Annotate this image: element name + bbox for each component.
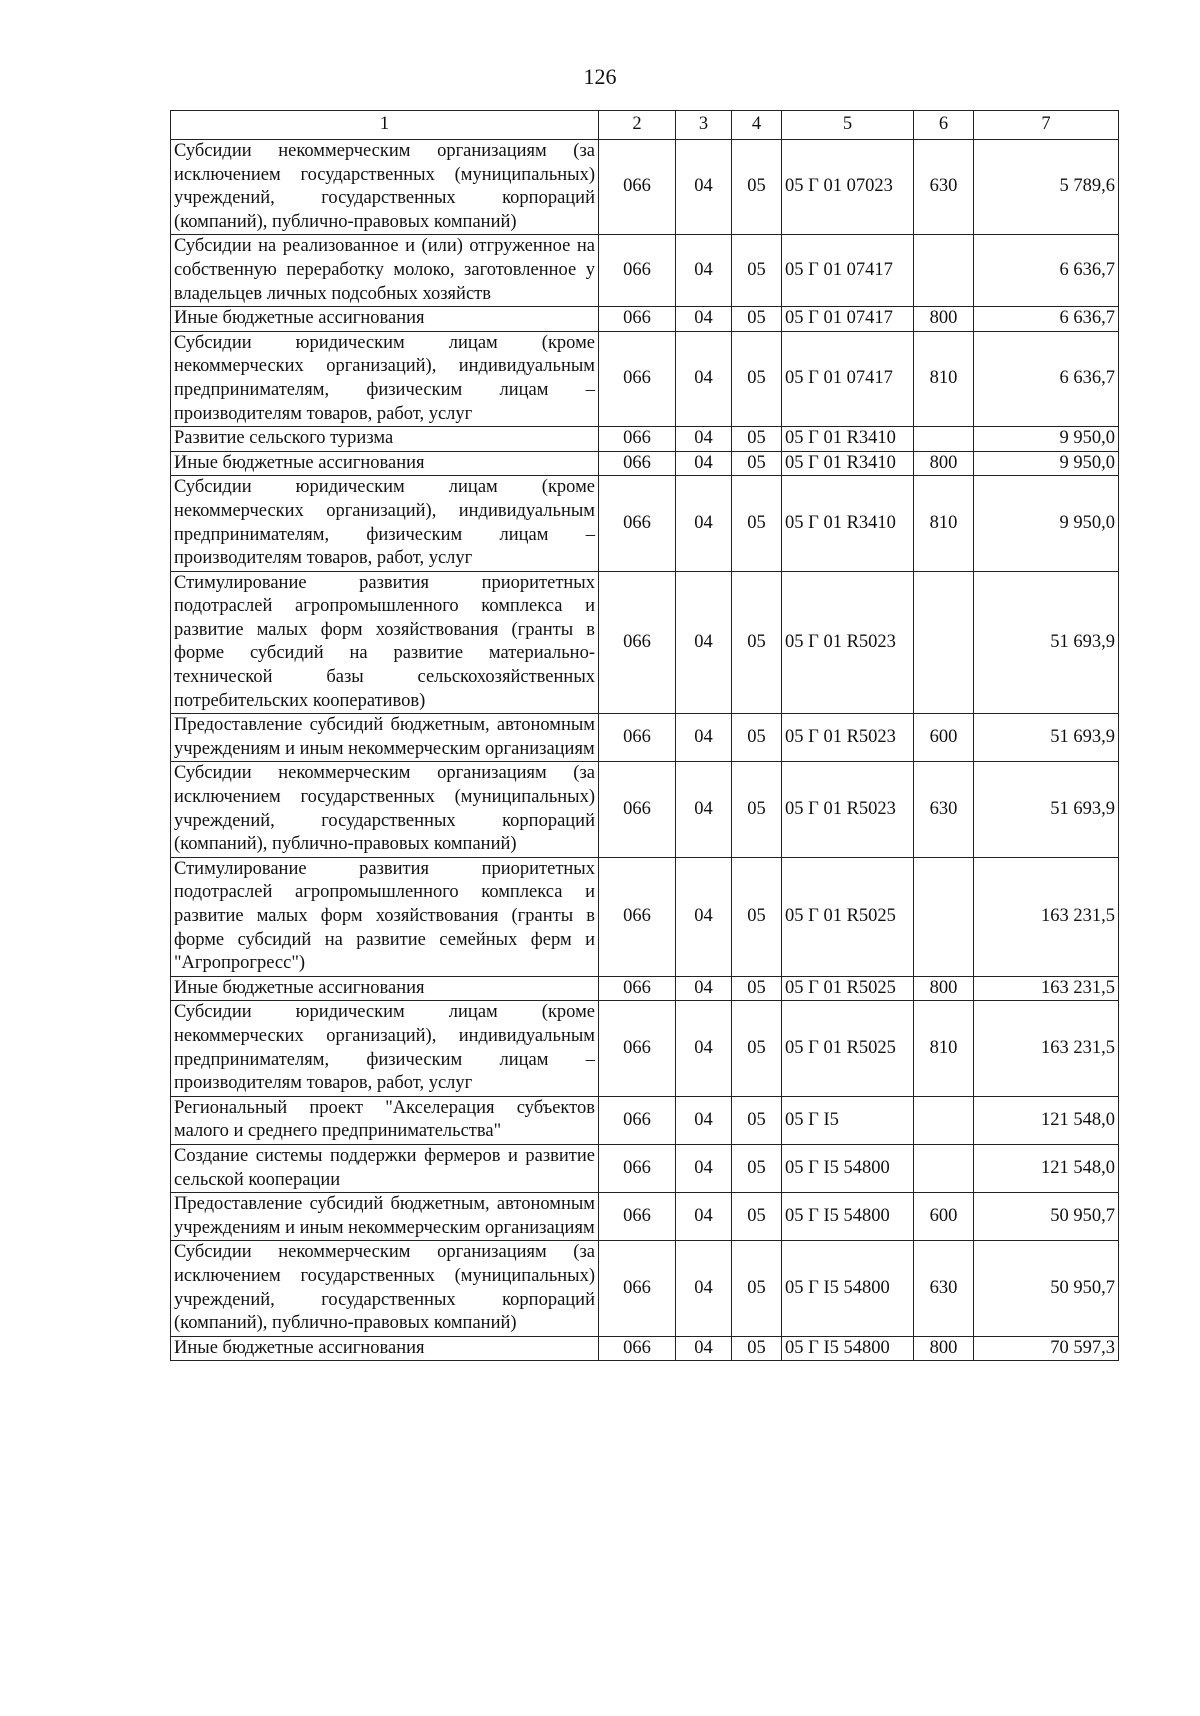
ministry-code: 066 [599, 1096, 676, 1144]
expense-type [914, 857, 974, 976]
table-row [171, 976, 1119, 1001]
ministry-code: 066 [599, 714, 676, 762]
target-article: 05 Г 01 07023 [782, 140, 914, 235]
column-header: 5 [782, 111, 914, 140]
section-code: 04 [676, 307, 732, 332]
subsection-code: 05 [732, 1001, 782, 1096]
row-name: Субсидии некоммерческим организациям (за исключением государственных (муниципальных) учреждений, государственных корпораций (компаний), публично-правовых компаний) [171, 762, 599, 857]
ministry-code: 066 [599, 1001, 676, 1096]
subsection-code: 05 [732, 1336, 782, 1361]
ministry-code: 066 [599, 331, 676, 426]
table-row [171, 714, 1119, 762]
target-article: 05 Г 01 07417 [782, 331, 914, 426]
ministry-code: 066 [599, 762, 676, 857]
subsection-code: 05 [732, 140, 782, 235]
ministry-code: 066 [599, 140, 676, 235]
target-article: 05 Г I5 54800 [782, 1241, 914, 1336]
subsection-code: 05 [732, 714, 782, 762]
row-name: Субсидии юридическим лицам (кроме некоммерческих организаций), индивидуальным предпринимателям, физическим лицам – производителям товаров, работ, услуг [171, 1001, 599, 1096]
subsection-code: 05 [732, 235, 782, 307]
amount: 50 950,7 [974, 1241, 1119, 1336]
row-name: Предоставление субсидий бюджетным, автономным учреждениям и иным некоммерческим организациям [171, 714, 599, 762]
table-row [171, 1193, 1119, 1241]
row-name: Предоставление субсидий бюджетным, автономным учреждениям и иным некоммерческим организациям [171, 1193, 599, 1241]
row-name: Иные бюджетные ассигнования [171, 1336, 599, 1361]
amount: 6 636,7 [974, 307, 1119, 332]
expense-type: 630 [914, 1241, 974, 1336]
target-article: 05 Г 01 R3410 [782, 476, 914, 571]
expense-type [914, 571, 974, 714]
column-header: 3 [676, 111, 732, 140]
ministry-code: 066 [599, 235, 676, 307]
section-code: 04 [676, 976, 732, 1001]
section-code: 04 [676, 331, 732, 426]
section-code: 04 [676, 1001, 732, 1096]
section-code: 04 [676, 1336, 732, 1361]
row-name: Развитие сельского туризма [171, 427, 599, 452]
column-header: 6 [914, 111, 974, 140]
subsection-code: 05 [732, 1096, 782, 1144]
expense-type: 600 [914, 1193, 974, 1241]
target-article: 05 Г 01 R5023 [782, 762, 914, 857]
row-name: Субсидии юридическим лицам (кроме некоммерческих организаций), индивидуальным предпринимателям, физическим лицам – производителям товаров, работ, услуг [171, 331, 599, 426]
table-row [171, 307, 1119, 332]
ministry-code: 066 [599, 1144, 676, 1192]
target-article: 05 Г 01 R3410 [782, 427, 914, 452]
ministry-code: 066 [599, 1193, 676, 1241]
row-name: Субсидии юридическим лицам (кроме некоммерческих организаций), индивидуальным предпринимателям, физическим лицам – производителям товаров, работ, услуг [171, 476, 599, 571]
table-row [171, 571, 1119, 714]
ministry-code: 066 [599, 976, 676, 1001]
row-name: Иные бюджетные ассигнования [171, 976, 599, 1001]
budget-table [170, 110, 1119, 1361]
section-code: 04 [676, 571, 732, 714]
expense-type: 600 [914, 714, 974, 762]
expense-type: 810 [914, 331, 974, 426]
amount: 163 231,5 [974, 1001, 1119, 1096]
section-code: 04 [676, 427, 732, 452]
section-code: 04 [676, 714, 732, 762]
target-article: 05 Г 01 R5023 [782, 571, 914, 714]
subsection-code: 05 [732, 1144, 782, 1192]
ministry-code: 066 [599, 476, 676, 571]
table-row [171, 1001, 1119, 1096]
amount: 6 636,7 [974, 235, 1119, 307]
expense-type: 810 [914, 1001, 974, 1096]
subsection-code: 05 [732, 1193, 782, 1241]
target-article: 05 Г 01 R5025 [782, 857, 914, 976]
expense-type: 800 [914, 976, 974, 1001]
target-article: 05 Г I5 54800 [782, 1193, 914, 1241]
amount: 51 693,9 [974, 571, 1119, 714]
section-code: 04 [676, 451, 732, 476]
subsection-code: 05 [732, 857, 782, 976]
subsection-code: 05 [732, 331, 782, 426]
subsection-code: 05 [732, 1241, 782, 1336]
section-code: 04 [676, 235, 732, 307]
expense-type: 630 [914, 140, 974, 235]
table-row [171, 857, 1119, 976]
target-article: 05 Г I5 [782, 1096, 914, 1144]
amount: 9 950,0 [974, 451, 1119, 476]
target-article: 05 Г 01 R5025 [782, 1001, 914, 1096]
row-name: Субсидии некоммерческим организациям (за исключением государственных (муниципальных) учреждений, государственных корпораций (компаний), публично-правовых компаний) [171, 1241, 599, 1336]
table-row [171, 235, 1119, 307]
row-name: Иные бюджетные ассигнования [171, 307, 599, 332]
section-code: 04 [676, 1096, 732, 1144]
amount: 6 636,7 [974, 331, 1119, 426]
expense-type [914, 427, 974, 452]
expense-type: 630 [914, 762, 974, 857]
subsection-code: 05 [732, 451, 782, 476]
section-code: 04 [676, 1193, 732, 1241]
column-header: 4 [732, 111, 782, 140]
subsection-code: 05 [732, 762, 782, 857]
amount: 121 548,0 [974, 1096, 1119, 1144]
row-name: Создание системы поддержки фермеров и развитие сельской кооперации [171, 1144, 599, 1192]
ministry-code: 066 [599, 427, 676, 452]
column-header: 1 [171, 111, 599, 140]
amount: 163 231,5 [974, 976, 1119, 1001]
section-code: 04 [676, 1144, 732, 1192]
table-row [171, 1144, 1119, 1192]
amount: 121 548,0 [974, 1144, 1119, 1192]
target-article: 05 Г 01 07417 [782, 235, 914, 307]
target-article: 05 Г 01 07417 [782, 307, 914, 332]
table-row [171, 427, 1119, 452]
amount: 9 950,0 [974, 476, 1119, 571]
ministry-code: 066 [599, 451, 676, 476]
table-row [171, 1241, 1119, 1336]
ministry-code: 066 [599, 857, 676, 976]
table-row [171, 331, 1119, 426]
row-name: Субсидии на реализованное и (или) отгруженное на собственную переработку молоко, заготовленное у владельцев личных подсобных хозяйств [171, 235, 599, 307]
target-article: 05 Г I5 54800 [782, 1144, 914, 1192]
row-name: Субсидии некоммерческим организациям (за исключением государственных (муниципальных) учреждений, государственных корпораций (компаний), публично-правовых компаний) [171, 140, 599, 235]
table-row [171, 762, 1119, 857]
column-header: 2 [599, 111, 676, 140]
subsection-code: 05 [732, 307, 782, 332]
row-name: Стимулирование развития приоритетных подотраслей агропромышленного комплекса и развитие малых форм хозяйствования (гранты в форме субсидий на развитие материально-технической базы сельскохозяйственных потребительских кооперативов) [171, 571, 599, 714]
subsection-code: 05 [732, 427, 782, 452]
target-article: 05 Г 01 R5023 [782, 714, 914, 762]
ministry-code: 066 [599, 1241, 676, 1336]
subsection-code: 05 [732, 571, 782, 714]
subsection-code: 05 [732, 976, 782, 1001]
expense-type [914, 235, 974, 307]
table-row [171, 140, 1119, 235]
expense-type: 810 [914, 476, 974, 571]
row-name: Региональный проект "Акселерация субъектов малого и среднего предпринимательства" [171, 1096, 599, 1144]
table-row [171, 451, 1119, 476]
target-article: 05 Г 01 R5025 [782, 976, 914, 1001]
target-article: 05 Г 01 R3410 [782, 451, 914, 476]
section-code: 04 [676, 476, 732, 571]
expense-type [914, 1096, 974, 1144]
amount: 9 950,0 [974, 427, 1119, 452]
table-row [171, 476, 1119, 571]
amount: 50 950,7 [974, 1193, 1119, 1241]
expense-type: 800 [914, 307, 974, 332]
table-header-row [171, 111, 1119, 140]
section-code: 04 [676, 762, 732, 857]
ministry-code: 066 [599, 307, 676, 332]
expense-type: 800 [914, 1336, 974, 1361]
section-code: 04 [676, 1241, 732, 1336]
amount: 70 597,3 [974, 1336, 1119, 1361]
section-code: 04 [676, 857, 732, 976]
row-name: Стимулирование развития приоритетных подотраслей агропромышленного комплекса и развитие малых форм хозяйствования (гранты в форме субсидий на развитие семейных ферм и "Агропрогресс") [171, 857, 599, 976]
column-header: 7 [974, 111, 1119, 140]
table-row [171, 1336, 1119, 1361]
amount: 51 693,9 [974, 762, 1119, 857]
expense-type [914, 1144, 974, 1192]
section-code: 04 [676, 140, 732, 235]
ministry-code: 066 [599, 1336, 676, 1361]
amount: 51 693,9 [974, 714, 1119, 762]
amount: 163 231,5 [974, 857, 1119, 976]
table-row [171, 1096, 1119, 1144]
subsection-code: 05 [732, 476, 782, 571]
amount: 5 789,6 [974, 140, 1119, 235]
row-name: Иные бюджетные ассигнования [171, 451, 599, 476]
ministry-code: 066 [599, 571, 676, 714]
expense-type: 800 [914, 451, 974, 476]
page-number: 126 [583, 64, 617, 89]
target-article: 05 Г I5 54800 [782, 1336, 914, 1361]
